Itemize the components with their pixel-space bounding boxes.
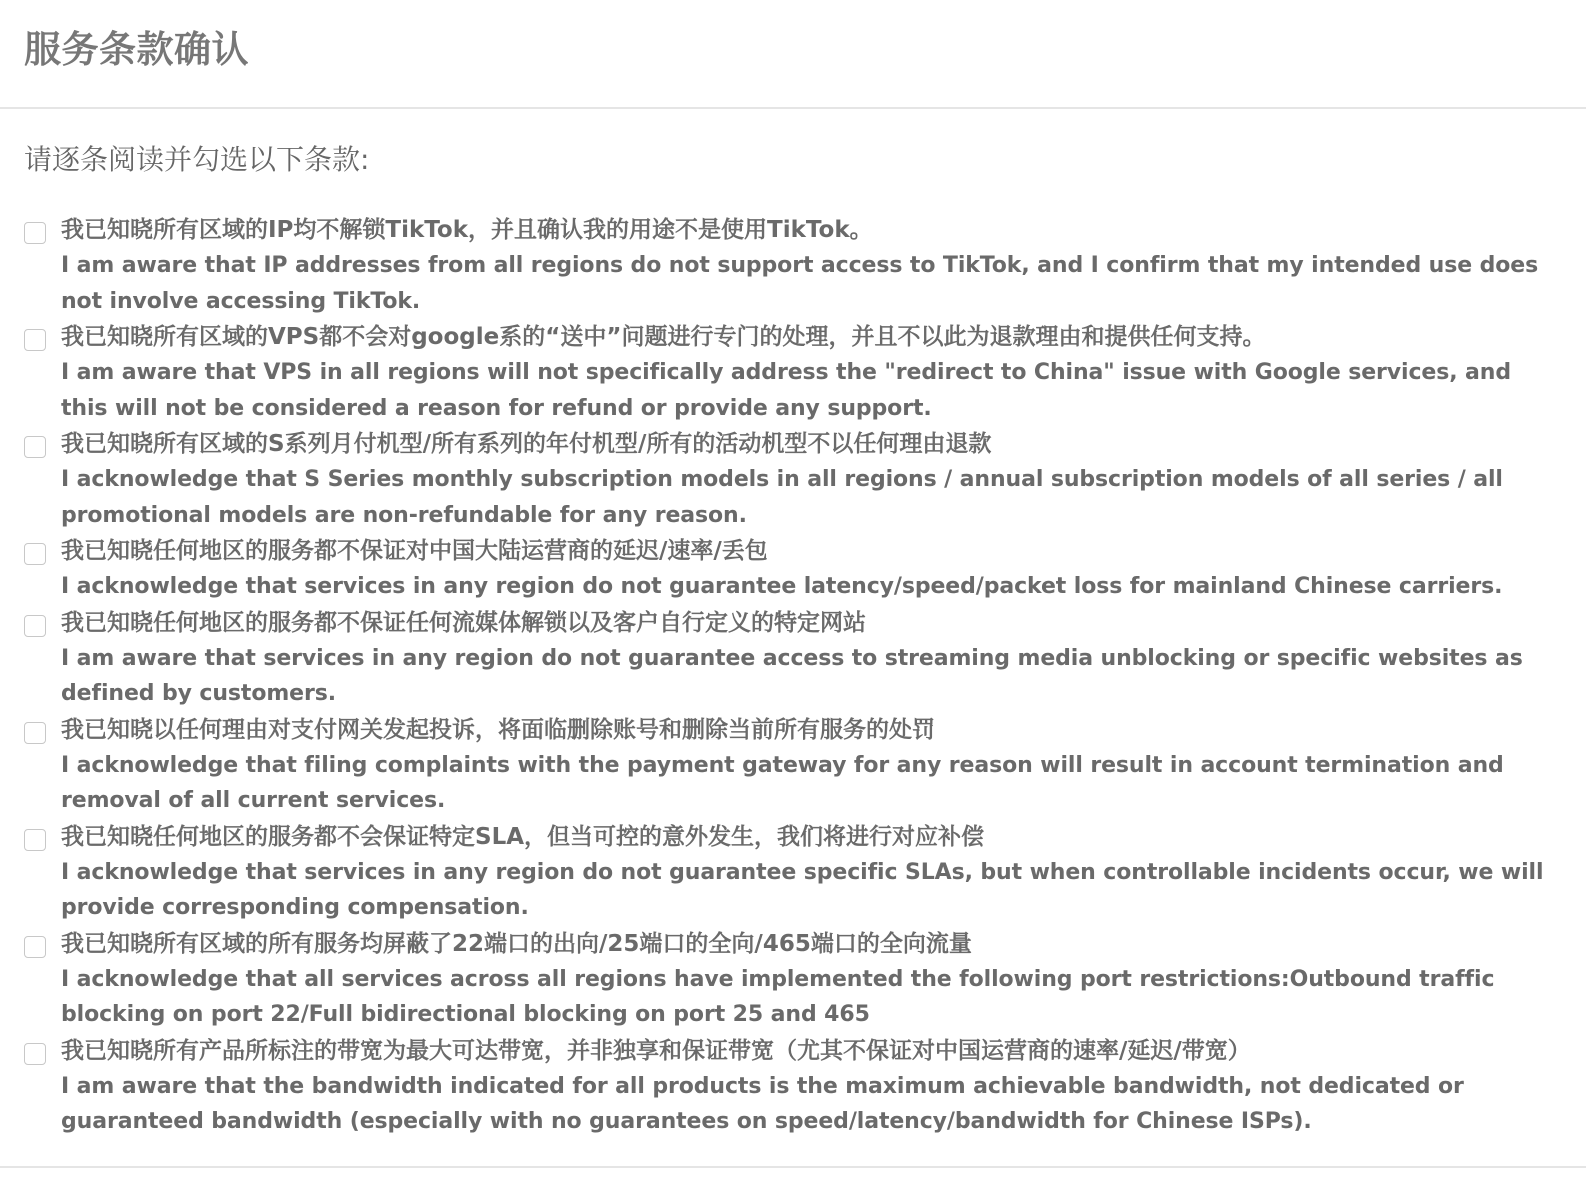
term-checkbox[interactable] [24, 543, 46, 565]
term-item [24, 319, 1554, 426]
term-text-en: I acknowledge that services in any region do not guarantee specific SLAs, but when controllable incidents occur, we will provide corresponding compensation. [61, 859, 1544, 920]
term-text-en: I acknowledge that all services across all regions have implemented the following port restrictions:Outbound traffic blocking on port 22/Full bidirectional blocking on port 25 and 465 [61, 966, 1495, 1027]
term-checkbox[interactable] [24, 722, 46, 744]
term-text-en: I am aware that IP addresses from all regions do not support access to TikTok, and I confirm that my intended use does not involve accessing TikTok. [61, 253, 1539, 314]
term-text-zh: 我已知晓任何地区的服务都不会保证特定SLA，但当可控的意外发生，我们将进行对应补偿 [61, 823, 985, 850]
term-item [24, 426, 1554, 533]
term-text-zh: 我已知晓所有区域的IP均不解锁TikTok，并且确认我的用途不是使用TikTok。 [61, 217, 873, 243]
term-text-en: I acknowledge that services in any region do not guarantee latency/speed/packet loss for mainland Chinese carriers. [61, 574, 1503, 599]
term-text-en: I acknowledge that S Series monthly subscription models in all regions / annual subscription models of all series / all promotional models are non-refundable for any reason. [61, 467, 1503, 528]
term-text-zh: 我已知晓任何地区的服务都不保证任何流媒体解锁以及客户自行定义的特定网站 [61, 609, 866, 636]
term-item [24, 1033, 1554, 1140]
term-text-en: I am aware that the bandwidth indicated for all products is the maximum achievable bandwidth, not dedicated or guaranteed bandwidth (especially with no guarantees on speed/latency/bandwidth for Chinese ISPs). [61, 1073, 1464, 1134]
term-checkbox[interactable] [24, 615, 46, 637]
term-item [24, 712, 1554, 819]
term-checkbox[interactable] [24, 222, 46, 244]
term-text-zh: 我已知晓所有产品所标注的带宽为最大可达带宽，并非独享和保证带宽（尤其不保证对中国运营商的速率/延迟/带宽） [61, 1037, 1251, 1064]
page-title: 服务条款确认 [24, 28, 249, 71]
term-item [24, 926, 1554, 1033]
term-text-en: I am aware that VPS in all regions will not specifically address the "redirect to China" issue with Google services, and this will not be considered a reason for refund or provide any support. [61, 360, 1512, 421]
term-text-zh: 我已知晓所有区域的VPS都不会对google系的“送中”问题进行专门的处理，并且不以此为退款理由和提供任何支持。 [61, 324, 1266, 350]
term-text-zh: 我已知晓所有区域的S系列月付机型/所有系列的年付机型/所有的活动机型不以任何理由退款 [61, 431, 992, 457]
term-checkbox[interactable] [24, 436, 46, 458]
footer-divider [0, 1166, 1586, 1168]
term-text-en: I acknowledge that filing complaints with the payment gateway for any reason will result in account termination and removal of all current services. [61, 752, 1504, 813]
term-item [24, 819, 1554, 926]
term-checkbox[interactable] [24, 329, 46, 351]
term-checkbox[interactable] [24, 1043, 46, 1065]
term-checkbox[interactable] [24, 829, 46, 851]
term-item [24, 533, 1554, 605]
term-text-zh: 我已知晓任何地区的服务都不保证对中国大陆运营商的延迟/速率/丢包 [61, 538, 768, 564]
term-text-zh: 我已知晓所有区域的所有服务均屏蔽了22端口的出向/25端口的全向/465端口的全向流量 [61, 930, 972, 957]
term-item [24, 605, 1554, 712]
term-checkbox[interactable] [24, 936, 46, 958]
terms-list [24, 212, 1554, 1140]
dialog-header [0, 0, 1586, 109]
term-text-en: I am aware that services in any region do not guarantee access to streaming media unblocking or specific websites as defined by customers. [61, 645, 1523, 706]
term-text-zh: 我已知晓以任何理由对支付网关发起投诉，将面临删除账号和删除当前所有服务的处罚 [61, 716, 935, 743]
term-item [24, 212, 1554, 319]
instructions-text: 请逐条阅读并勾选以下条款: [24, 143, 370, 176]
